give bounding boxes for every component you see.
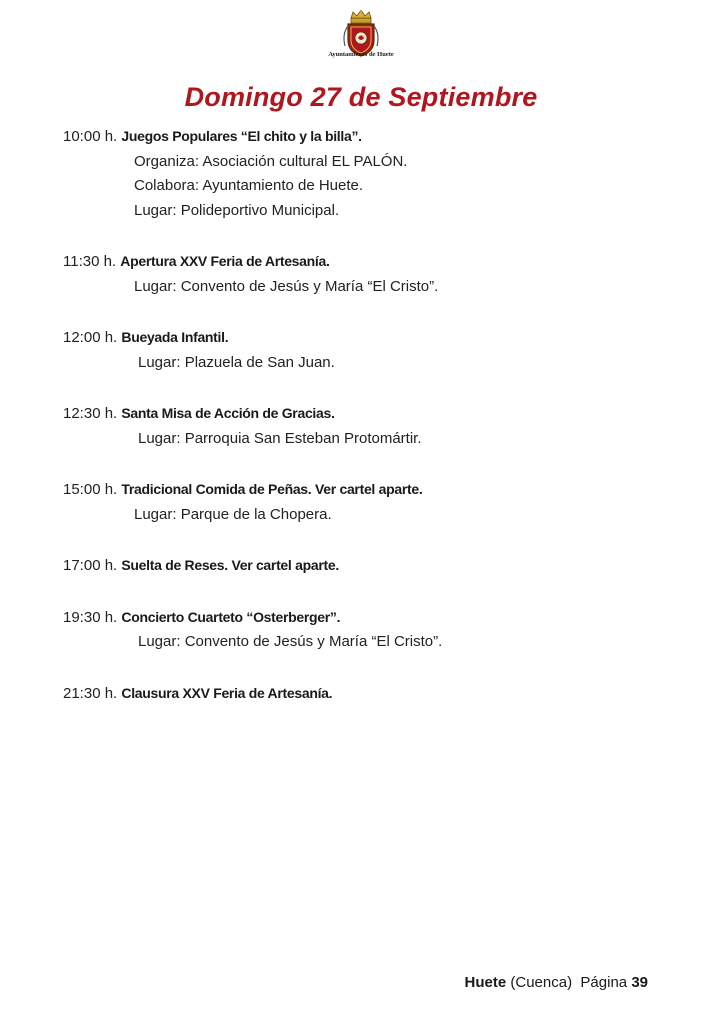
event-item [63, 249, 703, 299]
event-name: Concierto Cuarteto “Osterberger”. [121, 608, 341, 625]
event-detail: Organiza: Asociación cultural EL PALÓN. [134, 152, 408, 170]
event-name: Santa Misa de Acción de Gracias. [121, 405, 335, 421]
footer-region: (Cuenca) [510, 974, 573, 991]
event-detail: Lugar: Parque de la Chopera. [134, 505, 332, 523]
event-time: 11:30 h. [63, 253, 117, 270]
event-name: Juegos Populares “El chito y la billa”. [121, 128, 362, 144]
crest-caption: Ayuntamiento de Huete [328, 51, 394, 58]
events-list [63, 124, 703, 732]
event-detail: Colabora: Ayuntamiento de Huete. [134, 177, 364, 194]
footer-town: Huete [464, 974, 507, 991]
event-time: 12:00 h. [63, 329, 118, 346]
event-detail: Lugar: Polideportivo Municipal. [134, 201, 340, 219]
event-item [63, 553, 703, 579]
event-name: Clausura XXV Feria de Artesanía. [121, 684, 333, 701]
event-time: 21:30 h. [63, 684, 118, 702]
event-item [63, 477, 703, 527]
event-item [63, 124, 703, 223]
event-name: Apertura XXV Feria de Artesanía. [120, 253, 330, 269]
event-name: Bueyada Infantil. [121, 329, 229, 345]
event-item [63, 325, 703, 375]
event-name: Tradicional Comida de Peñas. Ver cartel aparte. [121, 481, 423, 497]
event-detail: Lugar: Convento de Jesús y María “El Cristo”. [134, 277, 439, 295]
event-detail: Lugar: Plazuela de San Juan. [138, 353, 335, 371]
event-time: 15:00 h. [63, 481, 118, 498]
event-item [63, 401, 703, 451]
event-time: 10:00 h. [63, 128, 118, 145]
event-item [63, 605, 703, 655]
footer-page-number: 39 [631, 974, 648, 991]
event-detail: Lugar: Convento de Jesús y María “El Cristo”. [138, 633, 443, 650]
page-footer [400, 974, 648, 991]
page-title: Domingo 27 de Septiembre [184, 82, 538, 112]
event-item [63, 681, 703, 707]
event-time: 12:30 h. [63, 405, 118, 422]
event-name: Suelta de Reses. Ver cartel aparte. [121, 557, 339, 573]
event-detail: Lugar: Parroquia San Esteban Protomártir. [138, 429, 422, 447]
event-time: 19:30 h. [63, 608, 118, 626]
footer-page-label: Página [580, 974, 628, 991]
event-time: 17:00 h. [63, 557, 118, 574]
